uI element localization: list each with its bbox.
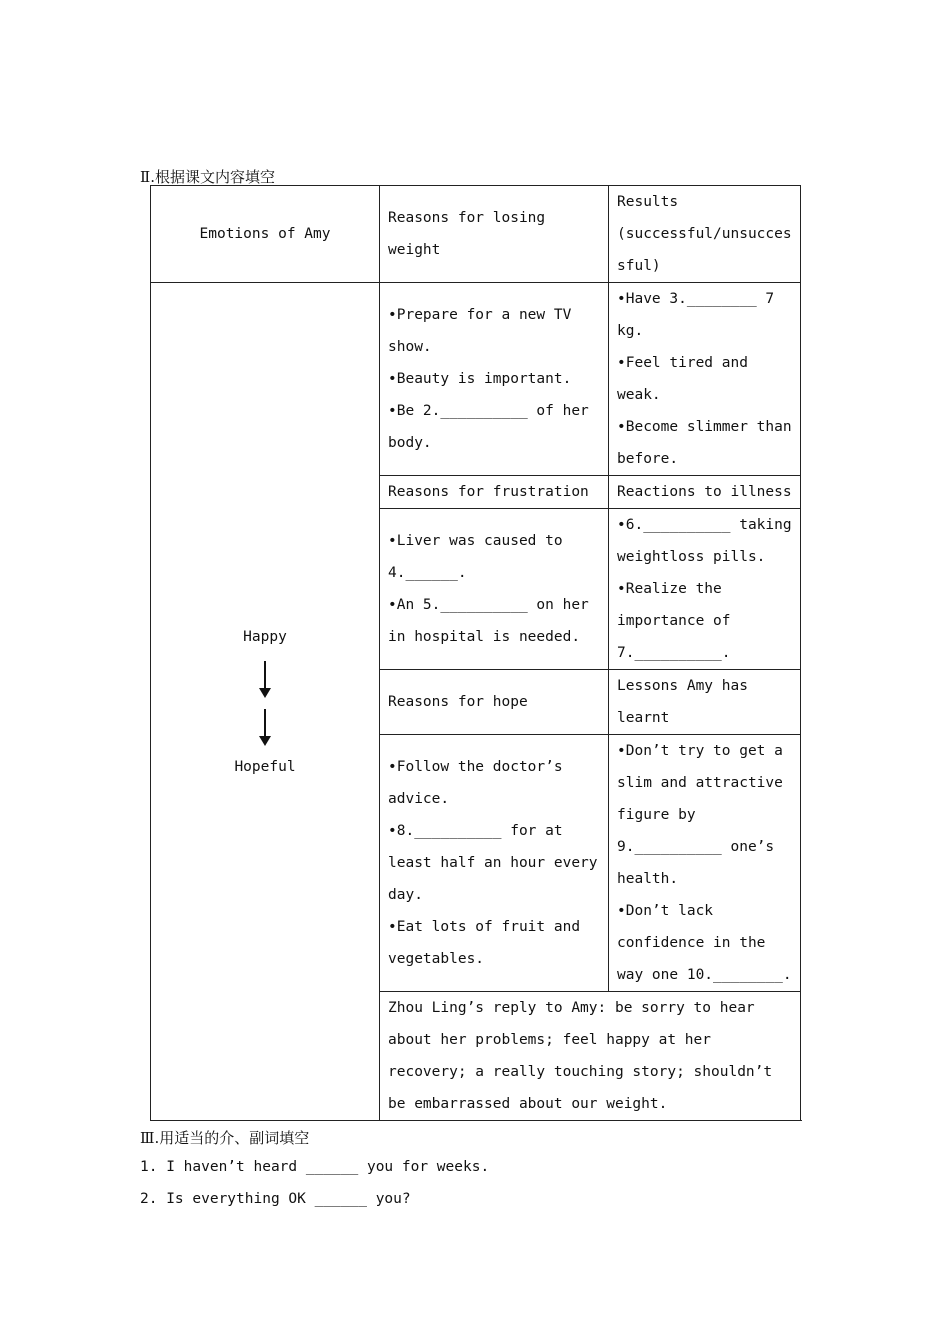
down-arrow-icon xyxy=(264,709,266,737)
list-item: •Don’t try to get a slim and attractive figure by 9.__________ one’s health. xyxy=(617,743,783,887)
losing-items-cell xyxy=(380,283,609,476)
emotion-happy: Happy xyxy=(243,628,287,645)
reactions-items-cell xyxy=(609,509,801,670)
hope-header: Reasons for hope xyxy=(380,670,609,735)
list-item: •Have 3.________ 7 kg. xyxy=(617,291,775,339)
list-item: •Prepare for a new TV show. xyxy=(388,307,572,355)
list-item: •Become slimmer than before. xyxy=(617,419,792,467)
list-item: •Realize the importance of 7.__________. xyxy=(617,581,731,661)
exercise-line-2: 2. Is everything OK ______ you? xyxy=(140,1191,411,1207)
down-arrow-icon xyxy=(264,661,266,689)
list-item: •Eat lots of fruit and vegetables. xyxy=(388,919,581,967)
hope-items-cell xyxy=(380,735,609,992)
exercise-line-1: 1. I haven’t heard ______ you for weeks. xyxy=(140,1159,490,1175)
emotion-hopeful: Hopeful xyxy=(234,758,296,775)
list-item: •6.__________ taking weightloss pills. xyxy=(617,517,792,565)
reactions-header: Reactions to illness xyxy=(609,476,801,509)
list-item: •Liver was caused to 4.______. xyxy=(388,533,563,581)
section-2-title: Ⅱ.根据课文内容填空 xyxy=(140,168,275,186)
lessons-header: Lessons Amy has learnt xyxy=(609,670,801,735)
emotions-cell xyxy=(151,283,380,1121)
section-3-title: Ⅲ.用适当的介、副词填空 xyxy=(140,1129,310,1147)
header-results: Results (successful/unsuccessful) xyxy=(609,186,801,283)
fill-in-table xyxy=(150,185,801,1121)
results-items-cell xyxy=(609,283,801,476)
lessons-items-cell xyxy=(609,735,801,992)
header-emotions: Emotions of Amy xyxy=(151,186,380,283)
list-item: •Don’t lack confidence in the way one 10.________. xyxy=(617,903,792,983)
frustration-header: Reasons for frustration xyxy=(380,476,609,509)
list-item: •Be 2.__________ of her body. xyxy=(388,403,589,451)
list-item: •Follow the doctor’s advice. xyxy=(388,759,563,807)
list-item: •An 5.__________ on her in hospital is needed. xyxy=(388,597,589,645)
frustration-items-cell xyxy=(380,509,609,670)
list-item: •8.__________ for at least half an hour every day. xyxy=(388,823,598,903)
reply-cell: Zhou Ling’s reply to Amy: be sorry to hear about her problems; feel happy at her recovery; a really touching story; shouldn’t be embarrassed about our weight. xyxy=(380,992,801,1121)
header-reasons-losing: Reasons for losing weight xyxy=(380,186,609,283)
list-item: •Feel tired and weak. xyxy=(617,355,748,403)
list-item: •Beauty is important. xyxy=(388,371,572,387)
